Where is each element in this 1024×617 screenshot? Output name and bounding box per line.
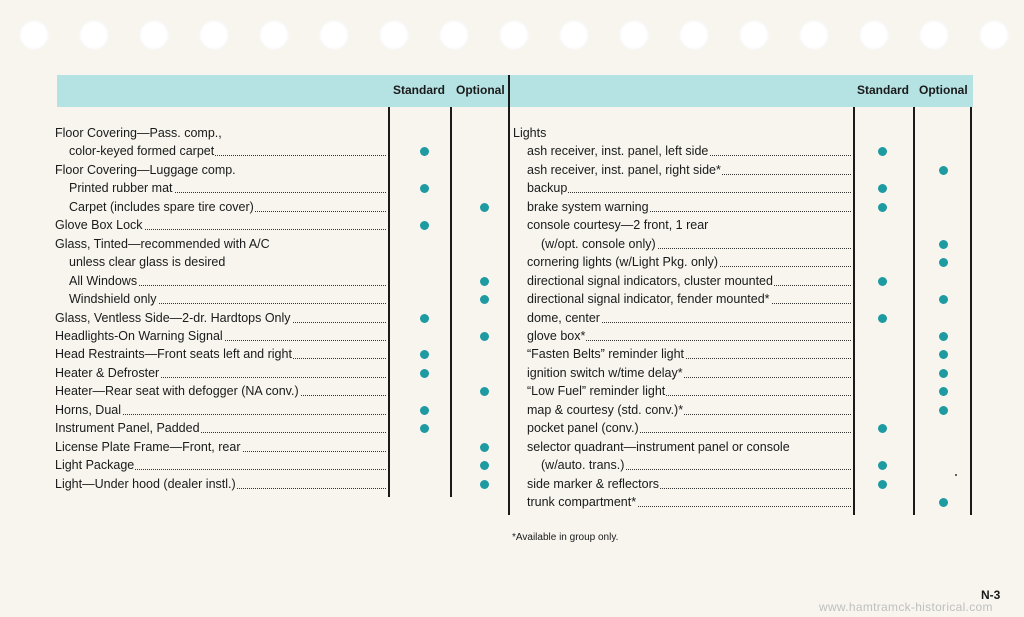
optional-dot	[939, 369, 948, 378]
table-row	[55, 235, 386, 253]
table-row	[527, 364, 851, 382]
standard-dot	[878, 314, 887, 323]
standard-dot	[420, 406, 429, 415]
row-label: directional signal indicators, cluster mounted	[527, 273, 773, 288]
optional-dot	[939, 258, 948, 267]
optional-dot	[939, 240, 948, 249]
optional-dot	[480, 332, 489, 341]
row-label: color-keyed formed carpet	[69, 144, 215, 159]
table-row	[513, 124, 851, 142]
table-row	[527, 493, 851, 511]
table-row	[527, 216, 851, 234]
row-label: Printed rubber mat	[69, 181, 173, 196]
row-label: side marker & reflectors	[527, 476, 659, 491]
table-row	[527, 475, 851, 493]
table-row	[527, 161, 851, 179]
page-number: N-3	[981, 588, 1001, 602]
table-row	[527, 142, 851, 160]
left-standard-rule	[388, 107, 390, 497]
row-label: Light Package	[55, 458, 135, 473]
standard-dot	[420, 314, 429, 323]
optional-dot	[480, 461, 489, 470]
left-optional-header: Optional	[456, 83, 505, 97]
row-label: Lights	[513, 126, 547, 140]
table-row	[55, 382, 386, 400]
row-label: trunk compartment*	[527, 495, 637, 509]
row-label: Heater & Defroster	[55, 365, 160, 380]
optional-dot	[480, 387, 489, 396]
row-label: Light—Under hood (dealer instl.)	[55, 476, 236, 491]
row-label: All Windows	[69, 273, 138, 288]
row-label: selector quadrant—instrument panel or console	[527, 439, 790, 454]
row-label: cornering lights (w/Light Pkg. only)	[527, 255, 719, 270]
row-label: License Plate Frame—Front, rear	[55, 439, 241, 454]
binder-hole	[559, 20, 589, 50]
table-row	[55, 124, 386, 142]
optional-dot	[939, 387, 948, 396]
right-standard-rule	[853, 107, 855, 515]
row-label: backup	[527, 181, 568, 196]
standard-dot	[420, 424, 429, 433]
row-label: Heater—Rear seat with defogger (NA conv.)	[55, 384, 299, 399]
row-label: ash receiver, inst. panel, right side*	[527, 162, 721, 177]
row-label: Glove Box Lock	[55, 218, 143, 233]
right-edge-rule	[970, 107, 972, 515]
optional-dot	[480, 480, 489, 489]
row-label: Floor Covering—Luggage comp.	[55, 162, 236, 177]
binder-hole	[259, 20, 289, 50]
table-row	[55, 161, 386, 179]
table-row	[527, 438, 851, 456]
table-row	[527, 253, 851, 271]
standard-dot	[878, 147, 887, 156]
row-label: brake system warning	[527, 199, 649, 214]
table-row	[55, 345, 386, 363]
standard-dot	[878, 277, 887, 286]
table-row	[55, 456, 386, 474]
footnote: *Available in group only.	[512, 532, 619, 543]
standard-dot	[878, 203, 887, 212]
table-row	[69, 198, 386, 216]
standard-dot	[878, 424, 887, 433]
row-label: ignition switch w/time delay*	[527, 365, 683, 380]
table-row	[541, 456, 851, 474]
row-label: Horns, Dual	[55, 402, 121, 417]
optional-dot	[939, 295, 948, 304]
optional-dot	[480, 443, 489, 452]
table-row	[541, 235, 851, 253]
row-label: Head Restraints—Front seats left and right	[55, 347, 292, 362]
table-row	[55, 216, 386, 234]
center-divider	[508, 75, 510, 515]
table-row	[527, 272, 851, 290]
optional-dot	[939, 498, 948, 507]
left-standard-header: Standard	[393, 83, 446, 97]
table-row	[527, 290, 851, 308]
binder-hole	[679, 20, 709, 50]
table-row	[527, 309, 851, 327]
table-row	[55, 327, 386, 345]
table-row	[527, 382, 851, 400]
row-label: directional signal indicator, fender mounted*	[527, 292, 770, 307]
binder-hole	[199, 20, 229, 50]
table-row	[527, 327, 851, 345]
optional-dot	[480, 277, 489, 286]
right-optional-header: Optional	[919, 83, 968, 97]
table-row	[69, 142, 386, 160]
standard-dot	[878, 480, 887, 489]
standard-dot	[420, 184, 429, 193]
binder-hole	[619, 20, 649, 50]
row-label: ash receiver, inst. panel, left side	[527, 144, 709, 159]
binder-hole	[19, 20, 49, 50]
table-row	[527, 345, 851, 363]
standard-dot	[878, 184, 887, 193]
binder-hole	[139, 20, 169, 50]
standard-dot	[420, 350, 429, 359]
right-optional-rule	[913, 107, 915, 515]
row-label: Glass, Tinted—recommended with A/C	[55, 236, 270, 251]
standard-dot	[878, 461, 887, 470]
table-row	[69, 179, 386, 197]
row-label: Floor Covering—Pass. comp.,	[55, 126, 222, 140]
table-row	[55, 309, 386, 327]
binder-hole	[439, 20, 469, 50]
optional-dot	[939, 350, 948, 359]
table-row	[55, 419, 386, 437]
binder-hole	[79, 20, 109, 50]
table-row	[55, 475, 386, 493]
standard-dot	[420, 221, 429, 230]
row-label: (w/auto. trans.)	[541, 458, 625, 473]
standard-dot	[420, 369, 429, 378]
left-optional-rule	[450, 107, 452, 497]
binder-hole	[979, 20, 1009, 50]
optional-dot	[939, 166, 948, 175]
dot-leader	[527, 179, 851, 193]
row-label: “Fasten Belts” reminder light	[527, 347, 685, 362]
table-row	[55, 438, 386, 456]
table-row	[527, 401, 851, 419]
table-row	[69, 272, 386, 290]
table-row	[55, 364, 386, 382]
row-label: dome, center	[527, 310, 600, 325]
row-label: (w/opt. console only)	[541, 236, 656, 251]
row-label: glove box*	[527, 328, 586, 343]
watermark: www.hamtramck-historical.com	[819, 600, 993, 614]
row-label: Headlights-On Warning Signal	[55, 328, 223, 343]
row-label: Carpet (includes spare tire cover)	[69, 199, 254, 214]
standard-dot	[420, 147, 429, 156]
optional-dot	[939, 406, 948, 415]
row-label: unless clear glass is desired	[69, 255, 226, 270]
binder-hole	[499, 20, 529, 50]
optional-dot	[480, 295, 489, 304]
table-row	[55, 401, 386, 419]
table-row	[527, 198, 851, 216]
row-label: console courtesy—2 front, 1 rear	[527, 218, 709, 233]
optional-dot	[939, 332, 948, 341]
binder-hole	[859, 20, 889, 50]
right-standard-header: Standard	[857, 83, 910, 97]
binder-hole	[799, 20, 829, 50]
row-label: pocket panel (conv.)	[527, 421, 639, 436]
row-label: Instrument Panel, Padded	[55, 421, 200, 436]
binder-hole	[319, 20, 349, 50]
binder-hole	[919, 20, 949, 50]
table-row	[527, 179, 851, 197]
print-speck	[955, 474, 957, 476]
binder-hole	[739, 20, 769, 50]
optional-dot	[480, 203, 489, 212]
row-label: Windshield only	[69, 292, 157, 307]
table-row	[69, 253, 386, 271]
row-label: Glass, Ventless Side—2-dr. Hardtops Only	[55, 310, 291, 325]
binder-hole	[379, 20, 409, 50]
table-row	[527, 419, 851, 437]
row-label: “Low Fuel” reminder light	[527, 384, 666, 399]
table-row	[69, 290, 386, 308]
row-label: map & courtesy (std. conv.)*	[527, 402, 684, 417]
